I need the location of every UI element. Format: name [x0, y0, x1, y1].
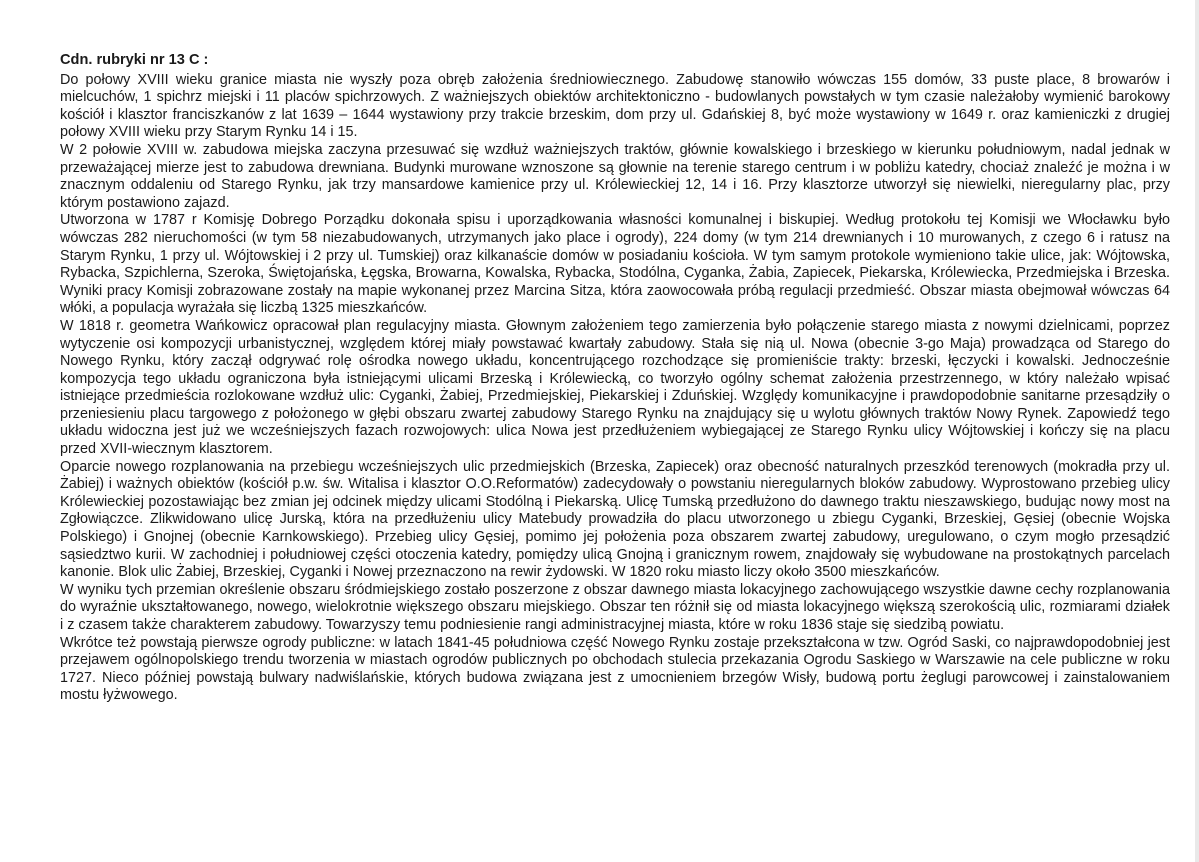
- paragraph-7: Wkrótce też powstają pierwsze ogrody publiczne: w latach 1841-45 południowa część Nowego Rynku zostaje przekształcona w tzw. Ogród Saski, co najprawdopodobniej jest przejawem ogólnopolskiego trendu tworzenia w miastach ogrodów publicznych po obchodach stulecia przekazania Ogrodu Saskiego w Warszawie na cele publiczne w roku 1727. Nieco później powstają bulwary nadwiślańskie, których budowa związana jest z umocnieniem brzegów Wisły, budową portu żeglugi parowcowej i zainstalowaniem mostu łyżwowego.: [60, 634, 1170, 704]
- document-heading: Cdn. rubryki nr 13 C :: [60, 52, 209, 68]
- paragraph-1: Do połowy XVIII wieku granice miasta nie wyszły poza obręb założenia średniowiecznego. Zabudowę stanowiło wówczas 155 domów, 33 puste place, 8 browarów i mielcuchów, 1 spichrz miejski i 11 placów spichrzowych. Z ważniejszych obiektów architektoniczno - budowlanych powstałych w tym czasie należałoby wymienić barokowy kościół i klasztor franciszkanów z lat 1639 – 1644 wystawiony przy trakcie brzeskim, dom przy ul. Gdańskiej 8, być może wystawiony w 1649 r. oraz kamieniczki z drugiej połowy XVIII wieku przy Starym Rynku 14 i 15.: [60, 71, 1170, 141]
- paragraph-3: Utworzona w 1787 r Komisję Dobrego Porządku dokonała spisu i uporządkowania własności komunalnej i biskupiej. Według protokołu tej Komisji we Włocławku było wówczas 282 nieruchomości (w tym 58 niezabudowanych, utrzymanych jako place i ogrody), 224 domy (w tym 214 drewnianych i 10 murowanych, z czego 6 i ratusz na Starym Rynku, 1 przy ul. Wójtowskiej i 2 przy ul. Tumskiej) oraz kilkanaście domów w posiadaniu kościoła. W tym samym protokole wymieniono takie ulice, jak: Wójtowska, Rybacka, Szpichlerna, Szeroka, Świętojańska, Łęgska, Browarna, Kowalska, Rybacka, Stodólna, Cyganka, Żabia, Zapiecek, Piekarska, Królewiecka, Przedmiejska i Brzeska. Wyniki pracy Komisji zobrazowane zostały na mapie wykonanej przez Marcina Sitza, która zaowocowała próbą regulacji przedmieść. Obszar miasta obejmował wówczas 64 włóki, a populacja wyrażała się liczbą 1325 mieszkańców.: [60, 212, 1170, 317]
- paragraph-4: W 1818 r. geometra Wańkowicz opracował plan regulacyjny miasta. Głownym założeniem tego zamierzenia było połączenie starego miasta z nowymi dzielnicami, poprzez wytyczenie osi kompozycji urbanistycznej, względem której miały powstawać kwartały zabudowy. Stała się nią ul. Nowa (obecnie 3-go Maja) prowadząca od Starego do Nowego Rynku, który zaczął odgrywać rolę ośrodka nowego układu, koncentrującego rozchodzące się promieniście trakty: brzeski, łęczycki i kowalski. Jednocześnie kompozycja tego układu ograniczona była istniejącymi ulicami Brzeską i Królewiecką, co tworzyło ogólny schemat założenia przestrzennego, w który należało wpisać istniejące przedmieścia rozlokowane wzdłuż ulic: Cyganki, Żabiej, Przedmiejskiej, Piekarskiej i Zduńskiej. Względy komunikacyjne i prawdopodobnie sanitarne przesądziły o przeniesieniu placu targowego z położonego w głębi obszaru zwartej zabudowy Starego Rynku na znajdujący się u wylotu głównych traktów Nowy Rynek. Zapowiedź tego układu widoczna jest już we wcześniejszych fazach rozwojowych: ulica Nowa jest przedłużeniem wybiegającej ze Starego Rynku ulicy Wójtowskiej i kończy się na placu przed XVII-wiecznym klasztorem.: [60, 317, 1170, 458]
- paragraph-2: W 2 połowie XVIII w. zabudowa miejska zaczyna przesuwać się wzdłuż ważniejszych traktów, głównie kowalskiego i brzeskiego w kierunku południowym, nadal jednak w przeważającej mierze jest to zabudowa drewniana. Budynki murowane wznoszone są głownie na terenie starego centrum i w pobliżu katedry, chociaż znaleźć je można i w znacznym oddaleniu od Starego Rynku, jak trzy mansardowe kamienice przy ul. Królewieckiej 12, 14 i 16. Przy klasztorze utworzył się niewielki, nieregularny plac, przy którym postawiono zajazd.: [60, 141, 1170, 211]
- paragraph-5: Oparcie nowego rozplanowania na przebiegu wcześniejszych ulic przedmiejskich (Brzeska, Zapiecek) oraz obecność naturalnych przeszkód terenowych (mokradła przy ul. Żabiej) i ważnych obiektów (kościół p.w. św. Witalisa i klasztor O.O.Reformatów) zadecydowały o powstaniu nieregularnych bloków zabudowy. Wyprostowano przebieg ulicy Królewieckiej pozostawiając bez zmian jej odcinek między ulicami Stodólną i Piekarską. Ulicę Tumską przedłużono do dawnego traktu nieszawskiego, budując nowy most na Zgłowiączce. Zlikwidowano ulicę Jurską, która na przedłużeniu ulicy Matebudy prowadziła do placu utworzonego u zbiegu Cyganki, Brzeskiej, Gęsiej (obecnie Wojska Polskiego) i Gnojnej (obecnie Karnkowskiego). Przebieg ulicy Gęsiej, pomimo jej położenia poza obszarem zwartej zabudowy, uregulowano, o czym mogło przesądzić sąsiedztwo kurii. W zachodniej i południowej części otoczenia katedry, pomiędzy ulicą Gnojną i granicznym rowem, znajdowały się wybudowane na prostokątnych parcelach kanonie. Blok ulic Żabiej, Brzeskiej, Cyganki i Nowej przeznaczono na rewir żydowski. W 1820 roku miasto liczy około 3500 mieszkańców.: [60, 458, 1170, 581]
- document-page: [60, 52, 1170, 705]
- scan-edge: [1195, 0, 1199, 862]
- paragraph-6: W wyniku tych przemian określenie obszaru śródmiejskiego zostało poszerzone z obszar dawnego miasta lokacyjnego zachowującego wszystkie dawne cechy rozplanowania do wyraźnie ukształtowanego, nowego, wielokrotnie większego obszaru miejskiego. Obszar ten różnił się od miasta lokacyjnego większą szerokością ulic, rozmiarami działek i z czasem także charakterem zabudowy. Towarzyszy temu podniesienie rangi administracyjnej miasta, które w roku 1836 staje się siedzibą powiatu.: [60, 581, 1170, 633]
